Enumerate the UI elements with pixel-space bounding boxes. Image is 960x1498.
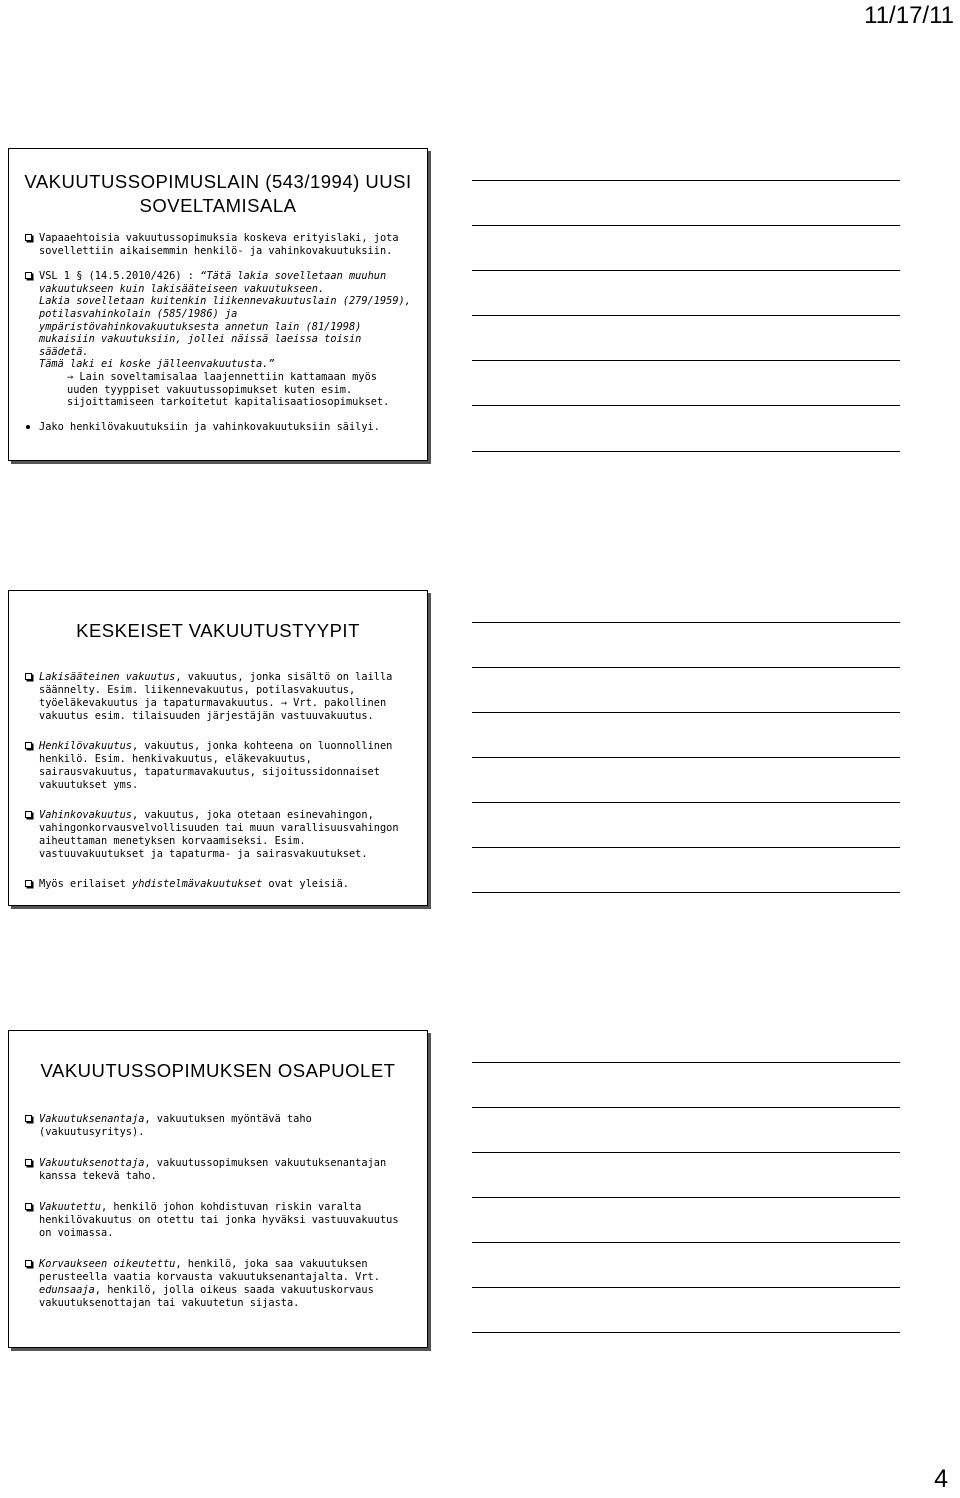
square-bullet-icon	[25, 742, 32, 749]
page-number: 4	[934, 1465, 948, 1493]
slide-2-item-1: Lakisääteinen vakuutus, vakuutus, jonka sisältö on lailla säännelty. Esim. liikennevakuutus, potilasvakuutus, työeläkevakuutus ja tapaturmavakuutus. → Vrt. pakollinen vakuutus esim. tilaisuuden järjestäjän vastuuvakuutus.	[23, 671, 413, 723]
print-date: 11/17/11	[864, 2, 954, 29]
note-line	[472, 757, 900, 758]
slide-1-bullet-1: Vapaaehtoisia vakuutussopimuksia koskeva erityislaki, jota sovellettiin aikaisemmin henkilö- ja vahinkovakuutuksiin.	[23, 232, 413, 257]
slide-2-bullets	[23, 671, 413, 891]
square-bullet-icon	[25, 1159, 32, 1166]
slide-2	[8, 590, 428, 906]
square-bullet-icon	[25, 811, 32, 818]
note-line	[472, 451, 900, 452]
square-bullet-icon	[25, 673, 32, 680]
slide-2-item-2: Henkilövakuutus, vakuutus, jonka kohteena on luonnollinen henkilö. Esim. henkivakuutus, eläkevakuutus, sairausvakuutus, tapaturmavakuutus, sijoitussidonnaiset vakuutukset yms.	[23, 740, 413, 792]
note-line	[472, 1107, 900, 1108]
note-line	[472, 270, 900, 271]
note-line	[472, 1152, 900, 1153]
note-line	[472, 802, 900, 803]
square-bullet-icon	[25, 1260, 32, 1267]
dot-bullet-icon	[26, 425, 30, 429]
slide-2-item-3: Vahinkovakuutus, vakuutus, joka otetaan esinevahingon, vahingonkorvausvelvollisuuden tai muun varallisuusvahingon aiheuttaman menetyksen korvaamiseksi. Esim. vastuuvakuutukset ja tapaturma- ja sairasvakuutukset.	[23, 809, 413, 861]
note-line	[472, 892, 900, 893]
slide-1-bullet-2: VSL 1 § (14.5.2010/426) : “Tätä lakia sovelletaan muuhun vakuutukseen kuin lakisääteiseen vakuutukseen. Lakia sovelletaan kuitenkin liikennevakuutuslain (279/1959), potilasvahinkolain (585/1986) ja ympäristövahinkovakuutuksesta annetun lain (81/1998) mukaisiin vakuutuksiin, jollei näissä laeissa toisin säädetä. Tämä laki ei koske jälleenvakuutusta.” → Lain soveltamisalaa laajennettiin kattamaan myös uuden tyyppiset vakuutussopimukset kuten esim. sijoittamiseen tarkoitetut kapitalisaatiosopimukset.	[23, 270, 413, 409]
slide-3-item-1: Vakuutuksenantaja, vakuutuksen myöntävä taho (vakuutusyritys).	[23, 1113, 413, 1139]
square-bullet-icon	[25, 272, 32, 279]
slide-1-bullets	[23, 232, 413, 433]
arrow-subnote: → Lain soveltamisalaa laajennettiin kattamaan myös uuden tyyppiset vakuutussopimukset kuten esim. sijoittamiseen tarkoitetut kapitalisaatiosopimukset.	[67, 370, 390, 409]
slide-2-title: KESKEISET VAKUUTUSTYYPIT	[76, 620, 360, 641]
slide-3-item-4: Korvaukseen oikeutettu, henkilö, joka saa vakuutuksen perusteella vaatia korvausta vakuutuksenantajalta. Vrt. edunsaaja, henkilö, jolla oikeus saada vakuutuskorvaus vakuutuksenottajan tai vakuutetun sijasta.	[23, 1258, 413, 1310]
note-line	[472, 712, 900, 713]
square-bullet-icon	[25, 1115, 32, 1122]
slide-3-item-2: Vakuutuksenottaja, vakuutussopimuksen vakuutuksenantajan kanssa tekevä taho.	[23, 1157, 413, 1183]
note-line	[472, 622, 900, 623]
note-line	[472, 1332, 900, 1333]
note-line	[472, 847, 900, 848]
note-line	[472, 225, 900, 226]
square-bullet-icon	[25, 1203, 32, 1210]
slide-3-item-3: Vakuutettu, henkilö johon kohdistuvan riskin varalta henkilövakuutus on otettu tai jonka hyväksi vastuuvakuutus on voimassa.	[23, 1201, 413, 1240]
slide-3-bullets	[23, 1113, 413, 1310]
square-bullet-icon	[25, 880, 32, 887]
slide-2-item-4: Myös erilaiset yhdistelmävakuutukset ovat yleisiä.	[23, 878, 413, 891]
note-line	[472, 360, 900, 361]
note-line	[472, 1242, 900, 1243]
slide-1-bullet-3: Jako henkilövakuutuksiin ja vahinkovakuutuksiin säilyi.	[23, 421, 413, 434]
note-line	[472, 315, 900, 316]
slide-1	[8, 148, 428, 461]
note-line	[472, 667, 900, 668]
slide-3	[8, 1030, 428, 1348]
slide-1-title: VAKUUTUSSOPIMUSLAIN (543/1994) UUSI SOVELTAMISALA	[24, 171, 412, 216]
note-line	[472, 1197, 900, 1198]
slide-3-title: VAKUUTUSSOPIMUKSEN OSAPUOLET	[40, 1060, 396, 1081]
note-line	[472, 1287, 900, 1288]
note-line	[472, 180, 900, 181]
note-line	[472, 405, 900, 406]
square-bullet-icon	[25, 234, 32, 241]
note-line	[472, 1062, 900, 1063]
